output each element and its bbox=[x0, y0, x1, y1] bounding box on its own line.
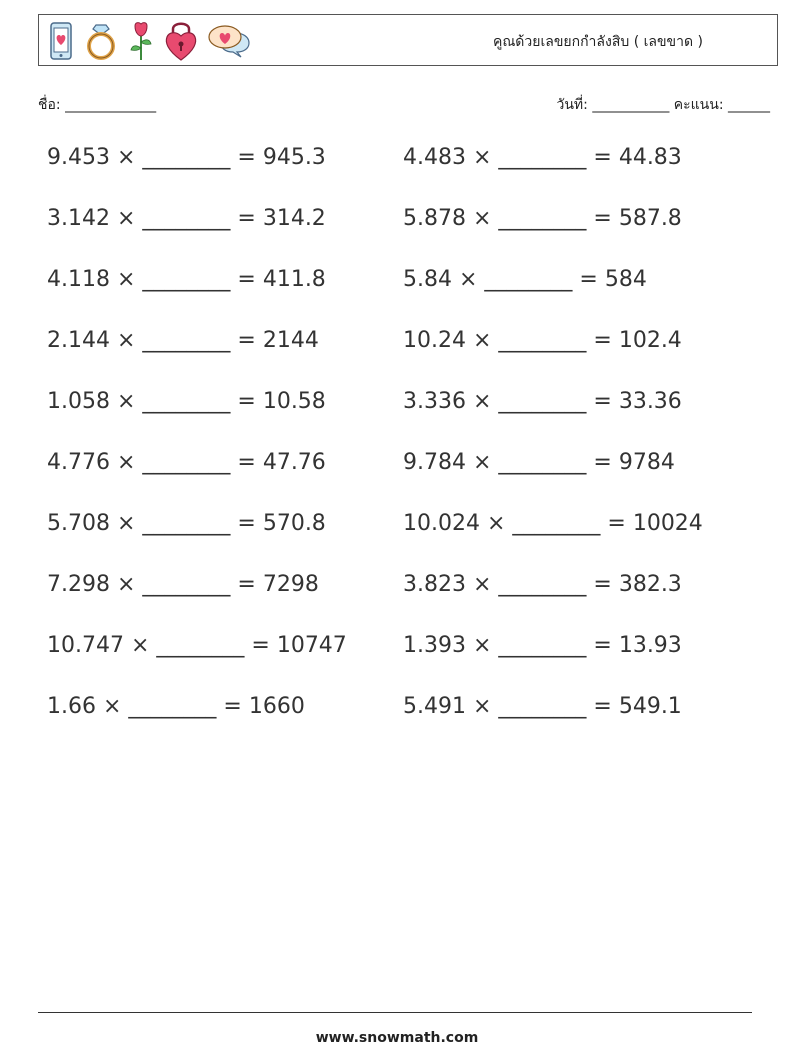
problem-left-5: 1.058 × ________ = 10.58 bbox=[47, 389, 326, 414]
problem-right-2: 5.878 × ________ = 587.8 bbox=[403, 206, 682, 231]
ring-icon bbox=[83, 21, 119, 61]
date-score-field-label: วันที่: ___________ คะแนน: ______ bbox=[556, 97, 770, 113]
problem-left-10: 1.66 × ________ = 1660 bbox=[47, 694, 305, 719]
worksheet-header bbox=[38, 14, 778, 66]
problem-right-4: 10.24 × ________ = 102.4 bbox=[403, 328, 682, 353]
problem-left-3: 4.118 × ________ = 411.8 bbox=[47, 267, 326, 292]
phone-heart-icon bbox=[47, 21, 75, 61]
problem-right-5: 3.336 × ________ = 33.36 bbox=[403, 389, 682, 414]
problem-right-7: 10.024 × ________ = 10024 bbox=[403, 511, 703, 536]
problem-right-8: 3.823 × ________ = 382.3 bbox=[403, 572, 682, 597]
chat-heart-icon bbox=[207, 23, 251, 59]
rose-icon bbox=[127, 20, 155, 62]
problem-left-8: 7.298 × ________ = 7298 bbox=[47, 572, 319, 597]
problem-left-1: 9.453 × ________ = 945.3 bbox=[47, 145, 326, 170]
problem-left-9: 10.747 × ________ = 10747 bbox=[47, 633, 347, 658]
name-field-label: ชื่อ: _____________ bbox=[38, 97, 157, 113]
problem-right-9: 1.393 × ________ = 13.93 bbox=[403, 633, 682, 658]
problem-left-7: 5.708 × ________ = 570.8 bbox=[47, 511, 326, 536]
problem-right-1: 4.483 × ________ = 44.83 bbox=[403, 145, 682, 170]
footer-divider bbox=[38, 1012, 752, 1013]
icon-strip bbox=[47, 19, 251, 63]
problem-right-3: 5.84 × ________ = 584 bbox=[403, 267, 647, 292]
problem-right-6: 9.784 × ________ = 9784 bbox=[403, 450, 675, 475]
heart-lock-icon bbox=[163, 20, 199, 62]
problem-right-10: 5.491 × ________ = 549.1 bbox=[403, 694, 682, 719]
worksheet-title: คูณด้วยเลขยกกำลังสิบ ( เลขขาด ) bbox=[492, 34, 703, 50]
problem-left-6: 4.776 × ________ = 47.76 bbox=[47, 450, 326, 475]
problem-left-4: 2.144 × ________ = 2144 bbox=[47, 328, 319, 353]
footer-url: www.snowmath.com bbox=[315, 1030, 479, 1046]
problem-left-2: 3.142 × ________ = 314.2 bbox=[47, 206, 326, 231]
